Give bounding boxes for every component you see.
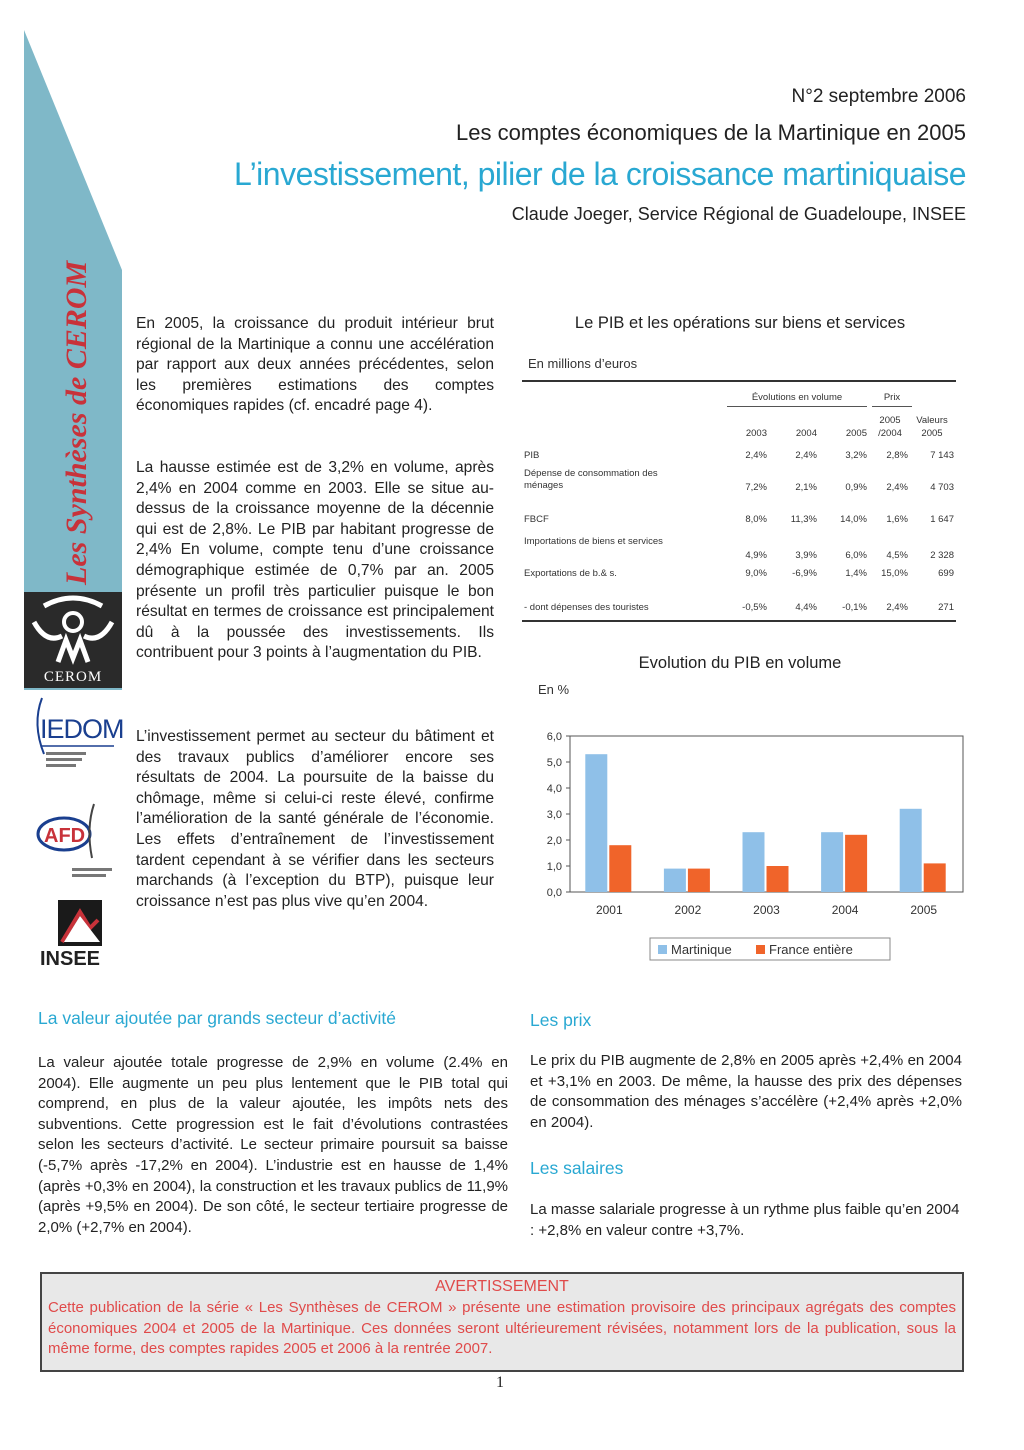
x-tick-label: 2003 <box>753 903 780 917</box>
chart-unit: En % <box>538 682 570 697</box>
table-cell: -6,9% <box>792 568 817 579</box>
table-cell: 2,4% <box>745 450 767 461</box>
table-group-header: Évolutions en volume <box>751 392 843 403</box>
x-tick-label: 2002 <box>674 903 702 917</box>
table-cell: 4 703 <box>930 482 954 493</box>
y-tick-label: 6,0 <box>546 731 562 743</box>
pib-volume-chart <box>520 720 970 970</box>
table-price-header: Prix <box>883 392 901 403</box>
legend-label: Martinique <box>671 942 732 957</box>
bar-martinique <box>664 869 686 892</box>
section-title-prix: Les prix <box>530 1010 592 1030</box>
table-cell: 9,0% <box>745 568 767 579</box>
table-cell: 0,9% <box>845 482 867 493</box>
insee-logo <box>34 896 116 982</box>
table-cell: 699 <box>938 568 954 579</box>
table-cell: -0,1% <box>842 602 867 613</box>
table-cell: 4,4% <box>795 602 817 613</box>
table-rule-bottom <box>522 620 956 622</box>
section-title-va: La valeur ajoutée par grands secteur d’activité <box>38 1008 396 1028</box>
bar-france-enti-re <box>609 845 631 892</box>
table-row-label: PIB <box>524 450 540 461</box>
table-cell: 14,0% <box>840 514 867 525</box>
y-tick-label: 0,0 <box>546 887 562 899</box>
bar-martinique <box>585 754 607 892</box>
section-text-salaires: La masse salariale progresse à un rythme plus faible qu’en 2004 : +2,8% en valeur contre +3,7%. <box>530 1201 960 1239</box>
y-tick-label: 1,0 <box>546 861 562 873</box>
cerom-logo <box>24 592 122 688</box>
page-number: 1 <box>496 1374 504 1391</box>
bar-martinique <box>900 809 922 892</box>
warning-text: Cette publication de la série « Les Synthèses de CEROM » présente une estimation provisoire des principaux agrégats des comptes économiques 2004 et 2005 de la Martinique. Ces données seront ultérieurement révisées, notamment lors de la publication, sous la même forme, des comptes rapides 2005 et 2006 à la rentrée 2007. <box>48 1299 956 1358</box>
table-group-rule <box>727 406 867 407</box>
x-tick-label: 2004 <box>831 903 859 917</box>
afd-logo <box>34 798 118 882</box>
svg-text:Les Synthèses de CEROM: Les Synthèses de CEROM <box>60 260 93 585</box>
y-tick-label: 3,0 <box>546 809 562 821</box>
table-cell: 2,4% <box>886 602 908 613</box>
x-tick-label: 2005 <box>910 903 938 917</box>
author-line: Claude Joeger, Service Régional de Guadeloupe, INSEE <box>511 204 966 224</box>
table-cell: 2,1% <box>795 482 817 493</box>
afd-logo-text: AFD <box>44 825 86 847</box>
bar-france-enti-re <box>924 863 946 892</box>
table-col-year: 2004 <box>795 428 817 439</box>
chart-title: Evolution du PIB en volume <box>638 654 842 672</box>
intro-paragraph-3: L’investissement permet au secteur du bâtiment et des travaux publics d’améliorer encore ses résultats de 2004. La poursuite de la baisse du chômage, même si celui-ci reste élevé, confirme l’amélioration de la santé générale de l’économie. Les effets d’entraînement de l’investissement tardent cependant à se vérifier dans les secteurs marchands (à l’exception du BTP), puisque leur croissance n’est pas plus vive qu’en 2004. <box>136 728 494 910</box>
table-row-label: Dépense de consommation des ménages <box>524 468 658 491</box>
table-cell: 1,6% <box>886 514 908 525</box>
legend-swatch <box>756 945 765 954</box>
table-cell: 2,8% <box>886 450 908 461</box>
legend-label: France entière <box>769 942 853 957</box>
table-col-year: 2003 <box>745 428 767 439</box>
y-tick-label: 4,0 <box>546 783 562 795</box>
table-cell: 2 328 <box>930 550 954 561</box>
section-text-prix: Le prix du PIB augmente de 2,8% en 2005 après +2,4% en 2004 et +3,1% en 2003. De même, la hausse des prix des dépenses de consommation des ménages s’accélère (+2,4% après +2,0% en 2004). <box>530 1052 962 1131</box>
iedom-logo <box>26 694 124 774</box>
bar-france-enti-re <box>767 866 789 892</box>
y-tick-label: 5,0 <box>546 757 562 769</box>
section-text-va: La valeur ajoutée totale progresse de 2,9% en volume (2.4% en 2004). Elle augmente un peu plus lentement que le PIB total qui comprend, en plus de la valeur ajoutée, les impôts nets des subventions. Cette progression est le fait d’évolutions contrastées selon les secteurs d’activité. Le secteur primaire poursuit sa baisse (-5,7% après -17,2% en 2004). L’industrie est en hausse de 1,4% (après +0,3% en 2004), la construction et les travaux publics de 11,9% (après +9,5% en 2004). De son côté, le secteur tertiaire progresse de 2,0% (+2,7% en 2004). <box>38 1054 508 1236</box>
table-row-label: - dont dépenses des touristes <box>524 602 649 613</box>
table-cell: -0,5% <box>742 602 767 613</box>
iedom-logo-text: IEDOM <box>40 714 124 744</box>
bar-martinique <box>821 832 843 892</box>
insee-logo-text: INSEE <box>40 948 101 970</box>
table-cell: 3,9% <box>795 550 817 561</box>
series-title <box>34 200 114 590</box>
table-row-label: Importations de biens et services <box>524 536 663 547</box>
table-cell: 1,4% <box>845 568 867 579</box>
table-cell: 271 <box>938 602 954 613</box>
legend-swatch <box>658 945 667 954</box>
section-title-salaires: Les salaires <box>530 1158 624 1178</box>
table-cell: 11,3% <box>790 514 817 525</box>
table-row-label: FBCF <box>524 514 549 525</box>
table-cell: 4,9% <box>745 550 767 561</box>
table-row-label: Exportations de b.& s. <box>524 568 617 579</box>
table-cell: 7,2% <box>745 482 767 493</box>
table-rule-top <box>522 380 956 382</box>
page-title: L’investissement, pilier de la croissance martiniquaise <box>234 156 966 192</box>
table-cell: 3,2% <box>845 450 867 461</box>
bar-france-enti-re <box>845 835 867 892</box>
table-col-year: 2005 <box>845 428 867 439</box>
table-col-value: Valeurs 2005 <box>916 415 948 439</box>
table-col-price: 2005 /2004 <box>878 415 902 439</box>
table-title: Le PIB et les opérations sur biens et services <box>574 314 906 332</box>
table-cell: 2,4% <box>795 450 817 461</box>
cerom-logo-label: CEROM <box>43 669 103 685</box>
table-cell: 4,5% <box>886 550 908 561</box>
table-cell: 2,4% <box>886 482 908 493</box>
table-cell: 7 143 <box>930 450 954 461</box>
x-tick-label: 2001 <box>595 903 623 917</box>
table-cell: 1 647 <box>930 514 954 525</box>
bar-france-enti-re <box>688 869 710 892</box>
table-cell: 8,0% <box>745 514 767 525</box>
issue-date: N°2 septembre 2006 <box>791 86 966 107</box>
table-cell: 6,0% <box>845 550 867 561</box>
table-unit: En millions d’euros <box>528 356 638 371</box>
table-price-rule <box>872 406 912 407</box>
page-subtitle: Les comptes économiques de la Martinique en 2005 <box>456 120 966 145</box>
y-tick-label: 2,0 <box>546 835 562 847</box>
warning-box <box>40 1272 964 1372</box>
bar-martinique <box>743 832 765 892</box>
intro-paragraph-1: En 2005, la croissance du produit intérieur brut régional de la Martinique a connu une accélération par rapport aux deux années précédentes, selon les premières estimations des comptes économiques rapides (cf. encadré page 4). <box>136 315 494 415</box>
table-cell: 15,0% <box>881 568 908 579</box>
warning-title: AVERTISSEMENT <box>435 1278 569 1295</box>
intro-paragraph-2: La hausse estimée est de 3,2% en volume, après 2,4% en 2004 comme en 2003. Elle se situe au-dessus de la croissance moyenne de la décennie qui est de 2,8%. Le PIB par habitant progresse de 2,4% En volume, compte tenu d’une croissance démographique estimée de 0,7% par an. 2005 présente un profil très particulier puisque le bon résultat en termes de croissance est principalement dû à la poussée des investissements. Ils contribuent pour 3 points à l’augmentation du PIB. <box>136 459 494 662</box>
